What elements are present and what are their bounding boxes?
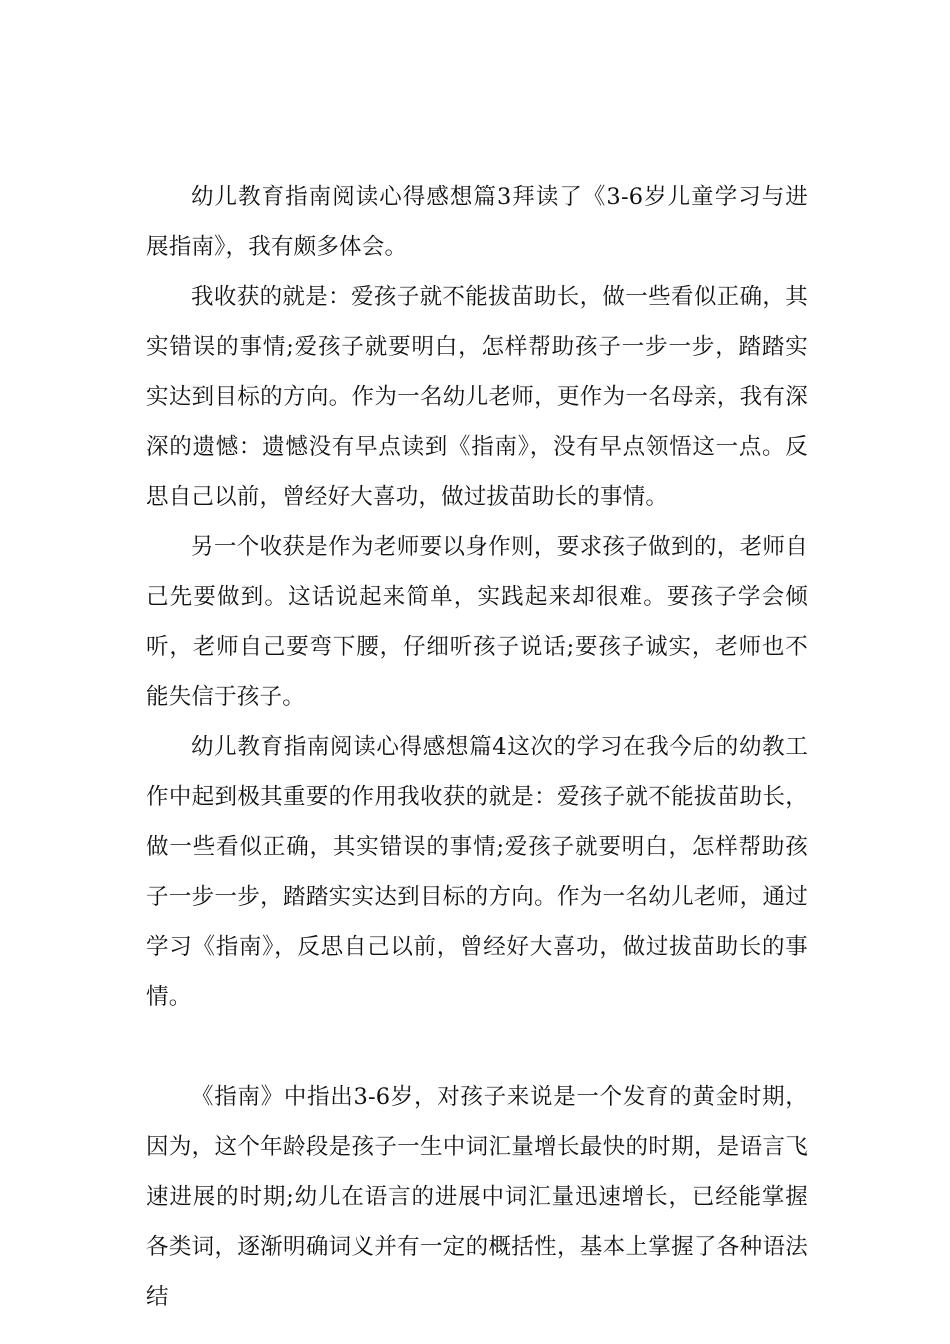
document-body bbox=[146, 172, 808, 1322]
paragraph-5: 《指南》中指出3-6岁，对孩子来说是一个发育的黄金时期，因为，这个年龄段是孩子一生中词汇量增长最快的时期，是语言飞速进展的时期;幼儿在语言的进展中词汇量迅速增长，已经能掌握各类词，逐渐明确词义并有一定的概括性，基本上掌握了各种语法结 bbox=[146, 1084, 808, 1310]
paragraph-2: 我收获的就是：爱孩子就不能拔苗助长，做一些看似正确，其实错误的事情;爱孩子就要明白，怎样帮助孩子一步一步，踏踏实实达到目标的方向。作为一名幼儿老师，更作为一名母亲，我有深深的遗憾：遗憾没有早点读到《指南》，没有早点领悟这一点。反思自己以前，曾经好大喜功，做过拔苗助长的事情。 bbox=[146, 284, 808, 510]
paragraph-3: 另一个收获是作为老师要以身作则，要求孩子做到的，老师自己先要做到。这话说起来简单，实践起来却很难。要孩子学会倾听，老师自己要弯下腰，仔细听孩子说话;要孩子诚实，老师也不能失信于孩子。 bbox=[146, 534, 808, 710]
paragraph-4: 幼儿教育指南阅读心得感想篇4这次的学习在我今后的幼教工作中起到极其重要的作用我收获的就是：爱孩子就不能拔苗助长，做一些看似正确，其实错误的事情;爱孩子就要明白，怎样帮助孩子一步一步，踏踏实实达到目标的方向。作为一名幼儿老师，通过学习《指南》，反思自己以前，曾经好大喜功，做过拔苗助长的事情。 bbox=[146, 734, 808, 1010]
paragraph-gap bbox=[146, 1022, 808, 1072]
paragraph-1: 幼儿教育指南阅读心得感想篇3拜读了《3-6岁儿童学习与进展指南》，我有颇多体会。 bbox=[146, 184, 808, 260]
